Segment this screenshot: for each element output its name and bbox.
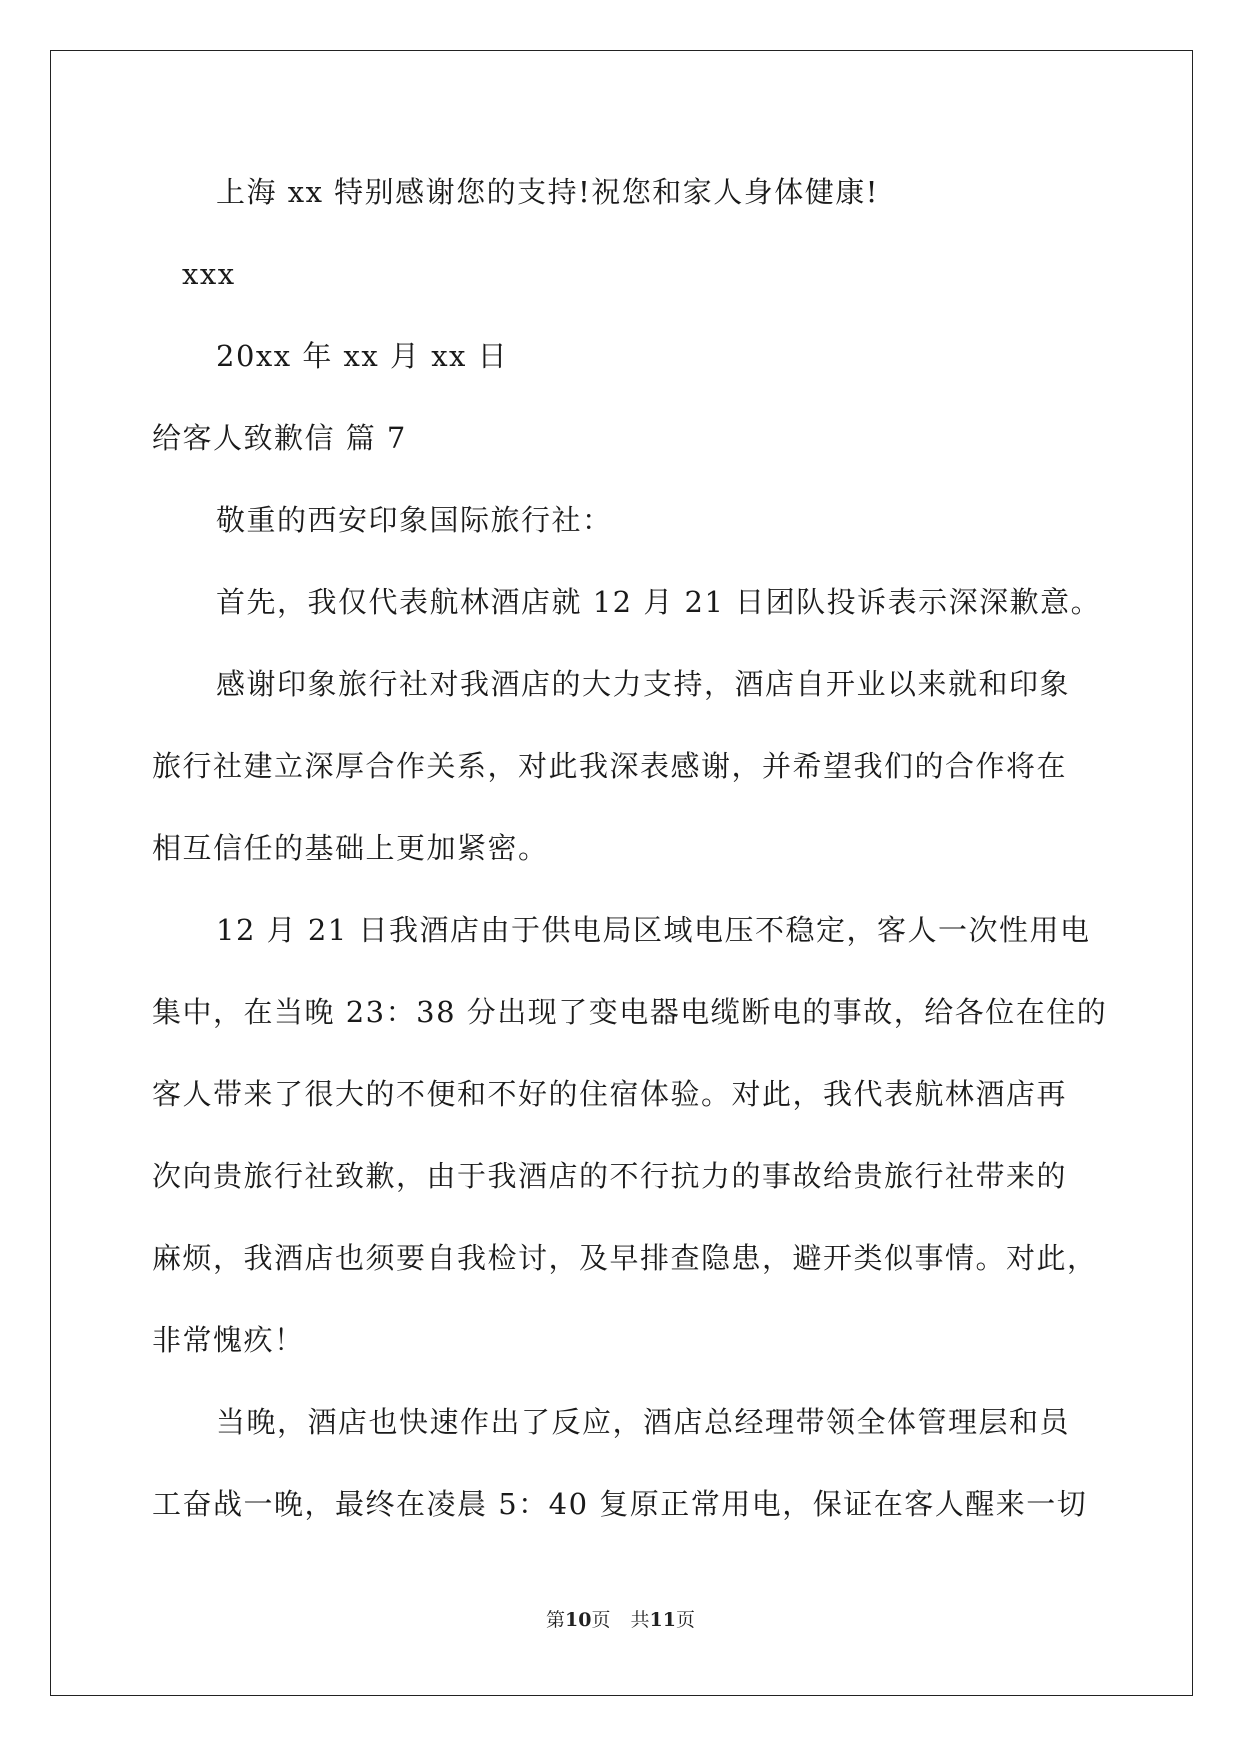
page-footer: [0, 1608, 1241, 1632]
paragraph-line: 12 月 21 日我酒店由于供电局区域电压不稳定，客人一次性用电: [216, 913, 1091, 947]
footer-page-prefix: 第: [546, 1609, 566, 1631]
paragraph-line: 次向贵旅行社致歉，由于我酒店的不行抗力的事故给贵旅行社带来的: [152, 1159, 1068, 1193]
paragraph-line: 麻烦，我酒店也须要自我检讨，及早排查隐患，避开类似事情。对此，: [152, 1241, 1098, 1275]
paragraph-line: 非常愧疚！: [152, 1323, 305, 1357]
page-border: [50, 50, 1193, 1696]
footer-total-prefix: 共: [630, 1609, 650, 1631]
section-heading: 给客人致歉信 篇 7: [152, 421, 407, 455]
paragraph-line: 工奋战一晚，最终在凌晨 5：40 复原正常用电，保证在客人醒来一切: [152, 1487, 1088, 1521]
salutation: 敬重的西安印象国际旅行社：: [216, 503, 613, 537]
paragraph-line: 感谢印象旅行社对我酒店的大力支持，酒店自开业以来就和印象: [216, 667, 1071, 701]
paragraph-line: 集中，在当晚 23：38 分出现了变电器电缆断电的事故，给各位在住的: [152, 995, 1108, 1029]
footer-total-pages: 11: [649, 1609, 676, 1631]
paragraph-line: 首先，我仅代表航林酒店就 12 月 21 日团队投诉表示深深歉意。: [216, 585, 1102, 619]
signature: xxx: [182, 257, 236, 291]
paragraph-line: 客人带来了很大的不便和不好的住宿体验。对此，我代表航林酒店再: [152, 1077, 1068, 1111]
paragraph-line: 当晚，酒店也快速作出了反应，酒店总经理带领全体管理层和员: [216, 1405, 1071, 1439]
date-line: 20xx 年 xx 月 xx 日: [216, 339, 509, 373]
paragraph-line: 相互信任的基础上更加紧密。: [152, 831, 549, 865]
footer-page-mid: 页: [591, 1609, 611, 1631]
closing-line: 上海 xx 特别感谢您的支持!祝您和家人身体健康!: [216, 175, 879, 209]
footer-current-page: 10: [565, 1609, 592, 1631]
paragraph-line: 旅行社建立深厚合作关系，对此我深表感谢，并希望我们的合作将在: [152, 749, 1068, 783]
footer-total-suffix: 页: [675, 1609, 695, 1631]
